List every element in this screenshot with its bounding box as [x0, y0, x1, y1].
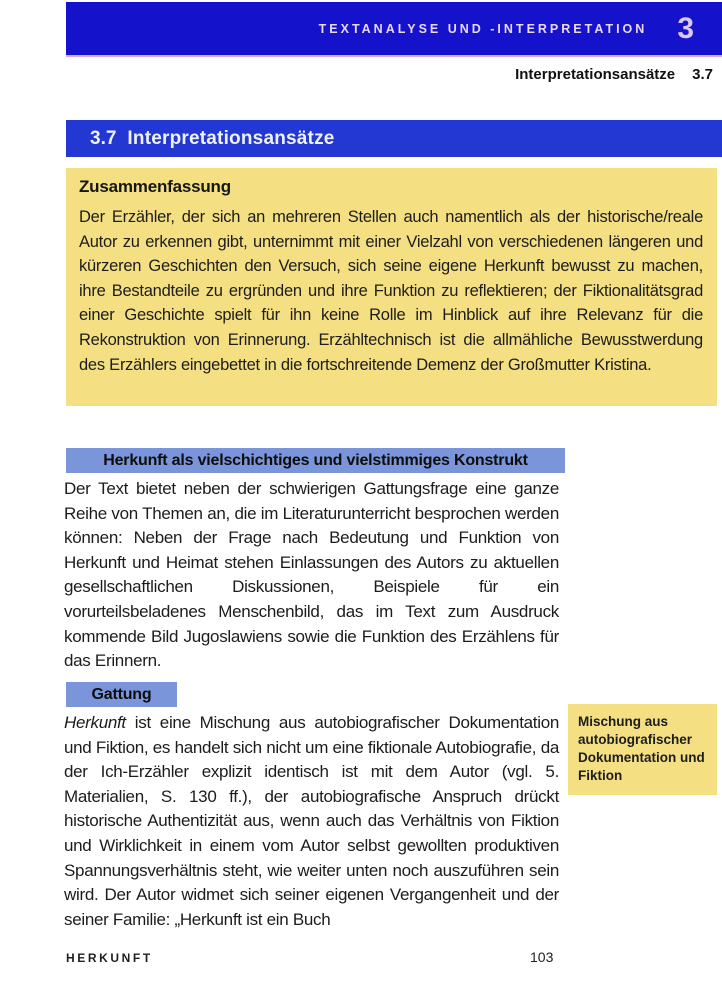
- margin-note: Mischung aus autobiografischer Dokumentation und Fiktion: [568, 704, 717, 795]
- section-title-bar: [66, 120, 722, 157]
- paragraph-gattung-text: ist eine Mischung aus autobiografischer Dokumentation und Fiktion, es handelt sich nicht um eine fiktionale Autobiografie, da der Ich-Erzähler explizit identisch ist mit dem Autor (vgl. 5. Materialien, S. 130 ff.), der autobiografische Anspruch drückt historische Authentizität aus, wenn auch das Verhältnis von Fiktion und Wirklichkeit in einem vom Autor selbst gewollten produktiven Spannungsverhältnis steht, wie weiter unten noch auszuführen sein wird. Der Autor widmet sich seiner eigenen Vergangenheit und der seiner Familie: „Herkunft ist ein Buch: [64, 713, 559, 929]
- chapter-number: 3: [677, 11, 694, 45]
- footer-book-title: HERKUNFT: [66, 951, 153, 965]
- highlighted-heading-konstrukt: Herkunft als vielschichtiges und vielstimmiges Konstrukt: [66, 448, 565, 473]
- paragraph-gattung: [64, 711, 559, 932]
- running-head-section-number: 3.7: [692, 66, 713, 83]
- highlighted-heading-gattung: Gattung: [66, 682, 177, 707]
- section-title: Interpretationsansätze: [127, 127, 335, 149]
- paragraph-konstrukt: Der Text bietet neben der schwierigen Gattungsfrage eine ganze Reihe von Themen an, die im Literaturunterricht besprochen werden können: Neben der Frage nach Bedeutung und Funktion von Herkunft und Heimat stehen Einlassungen des Autors zu aktuellen gesellschaftlichen Diskussionen, Beispiele für ein vorurteilsbeladenes Menschenbild, das im Text zum Ausdruck kommende Bild Jugoslawiens sowie die Funktion des Erzählens für das Erinnern.: [64, 479, 559, 671]
- footer-page-number: 103: [530, 949, 554, 965]
- chapter-title: TEXTANALYSE UND -INTERPRETATION: [318, 21, 648, 36]
- summary-box-text: Der Erzähler, der sich an mehreren Stellen auch namentlich als der historische/reale Autor zu erkennen gibt, unternimmt mit einer Vielzahl von verschiedenen längeren und kürzeren Geschichten den Versuch, sich seine eigene Herkunft bewusst zu machen, ihre Bestandteile zu ergründen und ihre Funktion zu reflektieren; der Fiktionalitätsgrad einer Geschichte spielt für ihn keine Rolle im Hinblick auf ihre Relevanz für die Rekonstruktion von Erinnerung. Erzähltechnisch ist die allmähliche Bewusstwerdung des Erzählers eingebettet in die fortschreitende Demenz der Großmutter Kristina.: [79, 208, 703, 374]
- section-number: 3.7: [90, 127, 117, 149]
- running-head-section-title: Interpretationsansätze: [515, 66, 676, 83]
- paragraph-gattung-italic-lead: Herkunft: [64, 713, 126, 732]
- chapter-header-bar: [66, 2, 722, 57]
- running-head: [515, 66, 713, 83]
- summary-box-title: Zusammenfassung: [79, 177, 231, 196]
- summary-box: [66, 168, 717, 406]
